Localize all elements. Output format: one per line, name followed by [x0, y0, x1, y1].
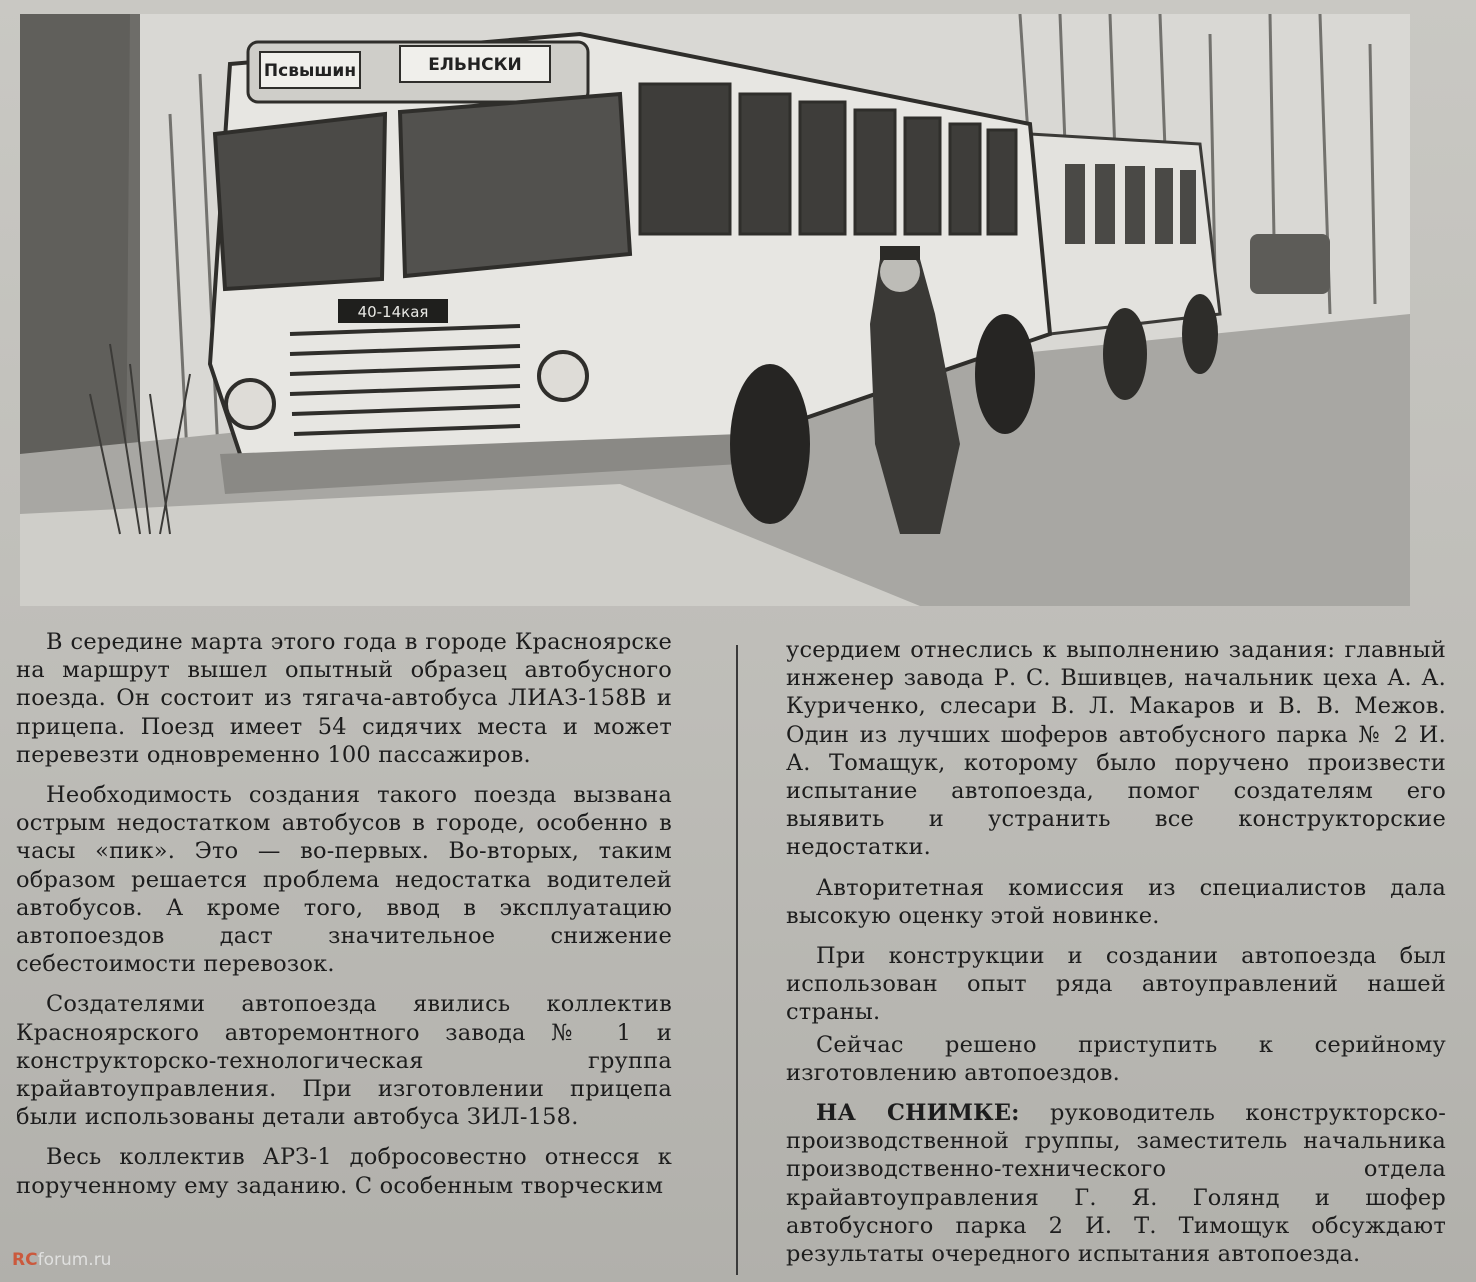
article-paragraph: В середине марта этого года в городе Красноярске на маршрут вышел опытный образец автобусного поезда. Он состоит из тягача-автобуса ЛИАЗ-158В и прицепа. Поезд имеет 54 сидячих места и может перевезти одновременно 100 пассажиров. — [16, 629, 672, 768]
article-left-column — [16, 628, 672, 1212]
bus-train-illustration — [20, 14, 1410, 606]
article-paragraph: усердием отнеслись к выполнению задания: главный инженер завода Р. С. Вшивцев, начальник цеха А. А. Куриченко, слесари В. Л. Макаров и В. В. Межов. Один из лучших шоферов автобусного парка № 2 И. А. Томащук, которому было поручено произвести испытание автопоезда, помог создателям его выявить и устранить все конструкторские недостатки. — [786, 637, 1446, 861]
article-paragraph: Сейчас решено приступить к серийному изготовлению автопоездов. — [786, 1031, 1446, 1086]
caption-label: НА СНИМКЕ: — [816, 1100, 1020, 1127]
license-plate: 40-14кая — [357, 303, 429, 321]
caption-text: руководитель конструкторско-производственной группы, заместитель начальника производственно-технического отдела крайавтоуправления Г. Я. Голянд и шофер автобусного парка 2 И. Т. Тимощук обсуждают результаты очередного испытания автопоезда. — [786, 1100, 1446, 1268]
destination-sign-left: Псвышин — [263, 61, 357, 81]
column-divider — [736, 645, 738, 1275]
watermark-prefix: RC — [12, 1250, 38, 1270]
forum-watermark — [12, 1250, 111, 1270]
article-paragraph: Авторитетная комиссия из специалистов дала высокую оценку этой новинке. — [786, 874, 1446, 929]
destination-sign-right: ЕЛЬНСКИ — [428, 55, 522, 75]
article-paragraph: Создателями автопоезда явились коллектив Красноярского авторемонтного завода № 1 и конструкторско-технологическая группа крайавтоуправления. При изготовлении прицепа были использованы детали автобуса ЗИЛ-158. — [16, 991, 672, 1131]
watermark-suffix: forum.ru — [37, 1250, 112, 1270]
article-paragraph: Весь коллектив АРЗ-1 добросовестно отнесся к порученному ему заданию. С особенным творческим — [16, 1144, 672, 1199]
article-paragraph: При конструкции и создании автопоезда был использован опыт ряда автоуправлений нашей страны. — [786, 943, 1446, 1026]
article-paragraph: Необходимость создания такого поезда вызвана острым недостатком автобусов в городе, особенно в часы «пик». Это — во-первых. Во-вторых, таким образом решается проблема недостатка водителей автобусов. А кроме того, ввод в эксплуатацию автопоездов даст значительное снижение себестоимости перевозок. — [16, 782, 672, 978]
photo-caption — [786, 1099, 1446, 1268]
bus-train-photo — [20, 14, 1410, 606]
article-right-column — [786, 636, 1446, 1280]
